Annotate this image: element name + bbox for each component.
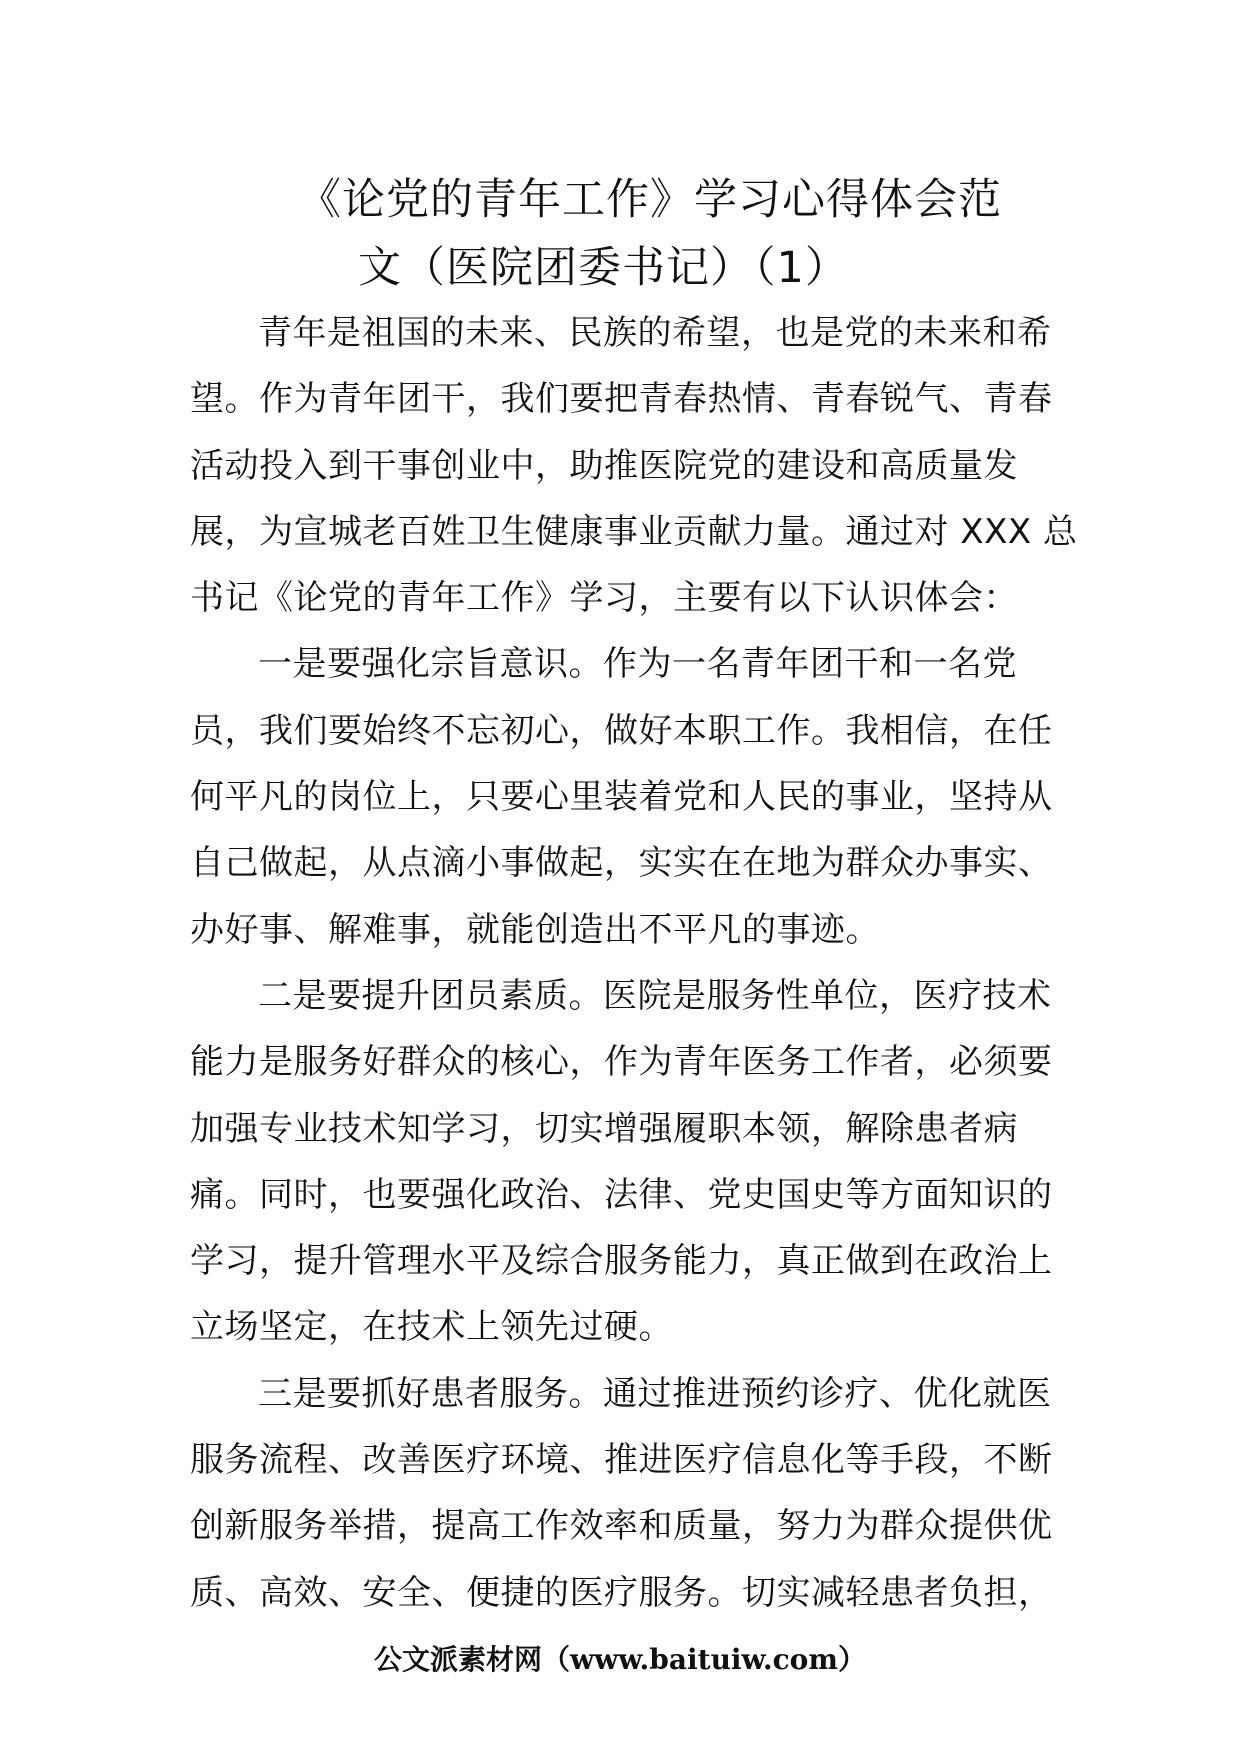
document-title-line-1: 《论党的青年工作》学习心得体会范: [298, 175, 1002, 225]
body-line: 二是要提升团员素质。医院是服务性单位，医疗技术: [258, 975, 1052, 1016]
body-line: 员，我们要始终不忘初心，做好本职工作。我相信，在任: [190, 710, 1053, 751]
document-title-line-2: 文（医院团委书记）（1）: [358, 243, 849, 293]
body-line: 三是要抓好患者服务。通过推进预约诊疗、优化就医: [258, 1373, 1052, 1414]
body-line: 痛。同时，也要强化政治、法律、党史国史等方面知识的: [190, 1174, 1053, 1215]
body-line: 自己做起，从点滴小事做起，实实在在地为群众办事实、: [190, 843, 1053, 884]
body-line: 立场坚定，在技术上领先过硬。: [190, 1307, 673, 1348]
body-line: 创新服务举措，提高工作效率和质量，努力为群众提供优: [190, 1506, 1053, 1547]
document-body: [190, 300, 1078, 1626]
body-line: 何平凡的岗位上，只要心里装着党和人民的事业，坚持从: [190, 777, 1053, 818]
body-line: 服务流程、改善医疗环境、推进医疗信息化等手段，不断: [190, 1440, 1053, 1481]
body-line: 展，为宣城老百姓卫生健康事业贡献力量。通过对 XXX 总: [190, 511, 1078, 552]
body-line: 加强专业技术知学习，切实增强履职本领，解除患者病: [190, 1108, 1018, 1149]
body-line: 青年是祖国的未来、民族的希望，也是党的未来和希: [258, 313, 1052, 353]
body-line: 书记《论党的青年工作》学习，主要有以下认识体会：: [190, 578, 1018, 619]
body-line: 活动投入到干事创业中，助推医院党的建设和高质量发: [190, 445, 1018, 486]
body-line: 质、高效、安全、便捷的医疗服务。切实减轻患者负担，: [190, 1572, 1053, 1613]
footer-source: 公文派素材网（www.baituiw.com）: [374, 1643, 866, 1676]
body-line: 望。作为青年团干，我们要把青春热情、青春锐气、青春: [190, 379, 1053, 420]
body-line: 一是要强化宗旨意识。作为一名青年团干和一名党: [258, 644, 1017, 685]
body-line: 能力是服务好群众的核心，作为青年医务工作者，必须要: [190, 1042, 1053, 1083]
body-line: 办好事、解难事，就能创造出不平凡的事迹。: [190, 909, 880, 950]
body-line: 学习，提升管理水平及综合服务能力，真正做到在政治上: [190, 1241, 1053, 1282]
